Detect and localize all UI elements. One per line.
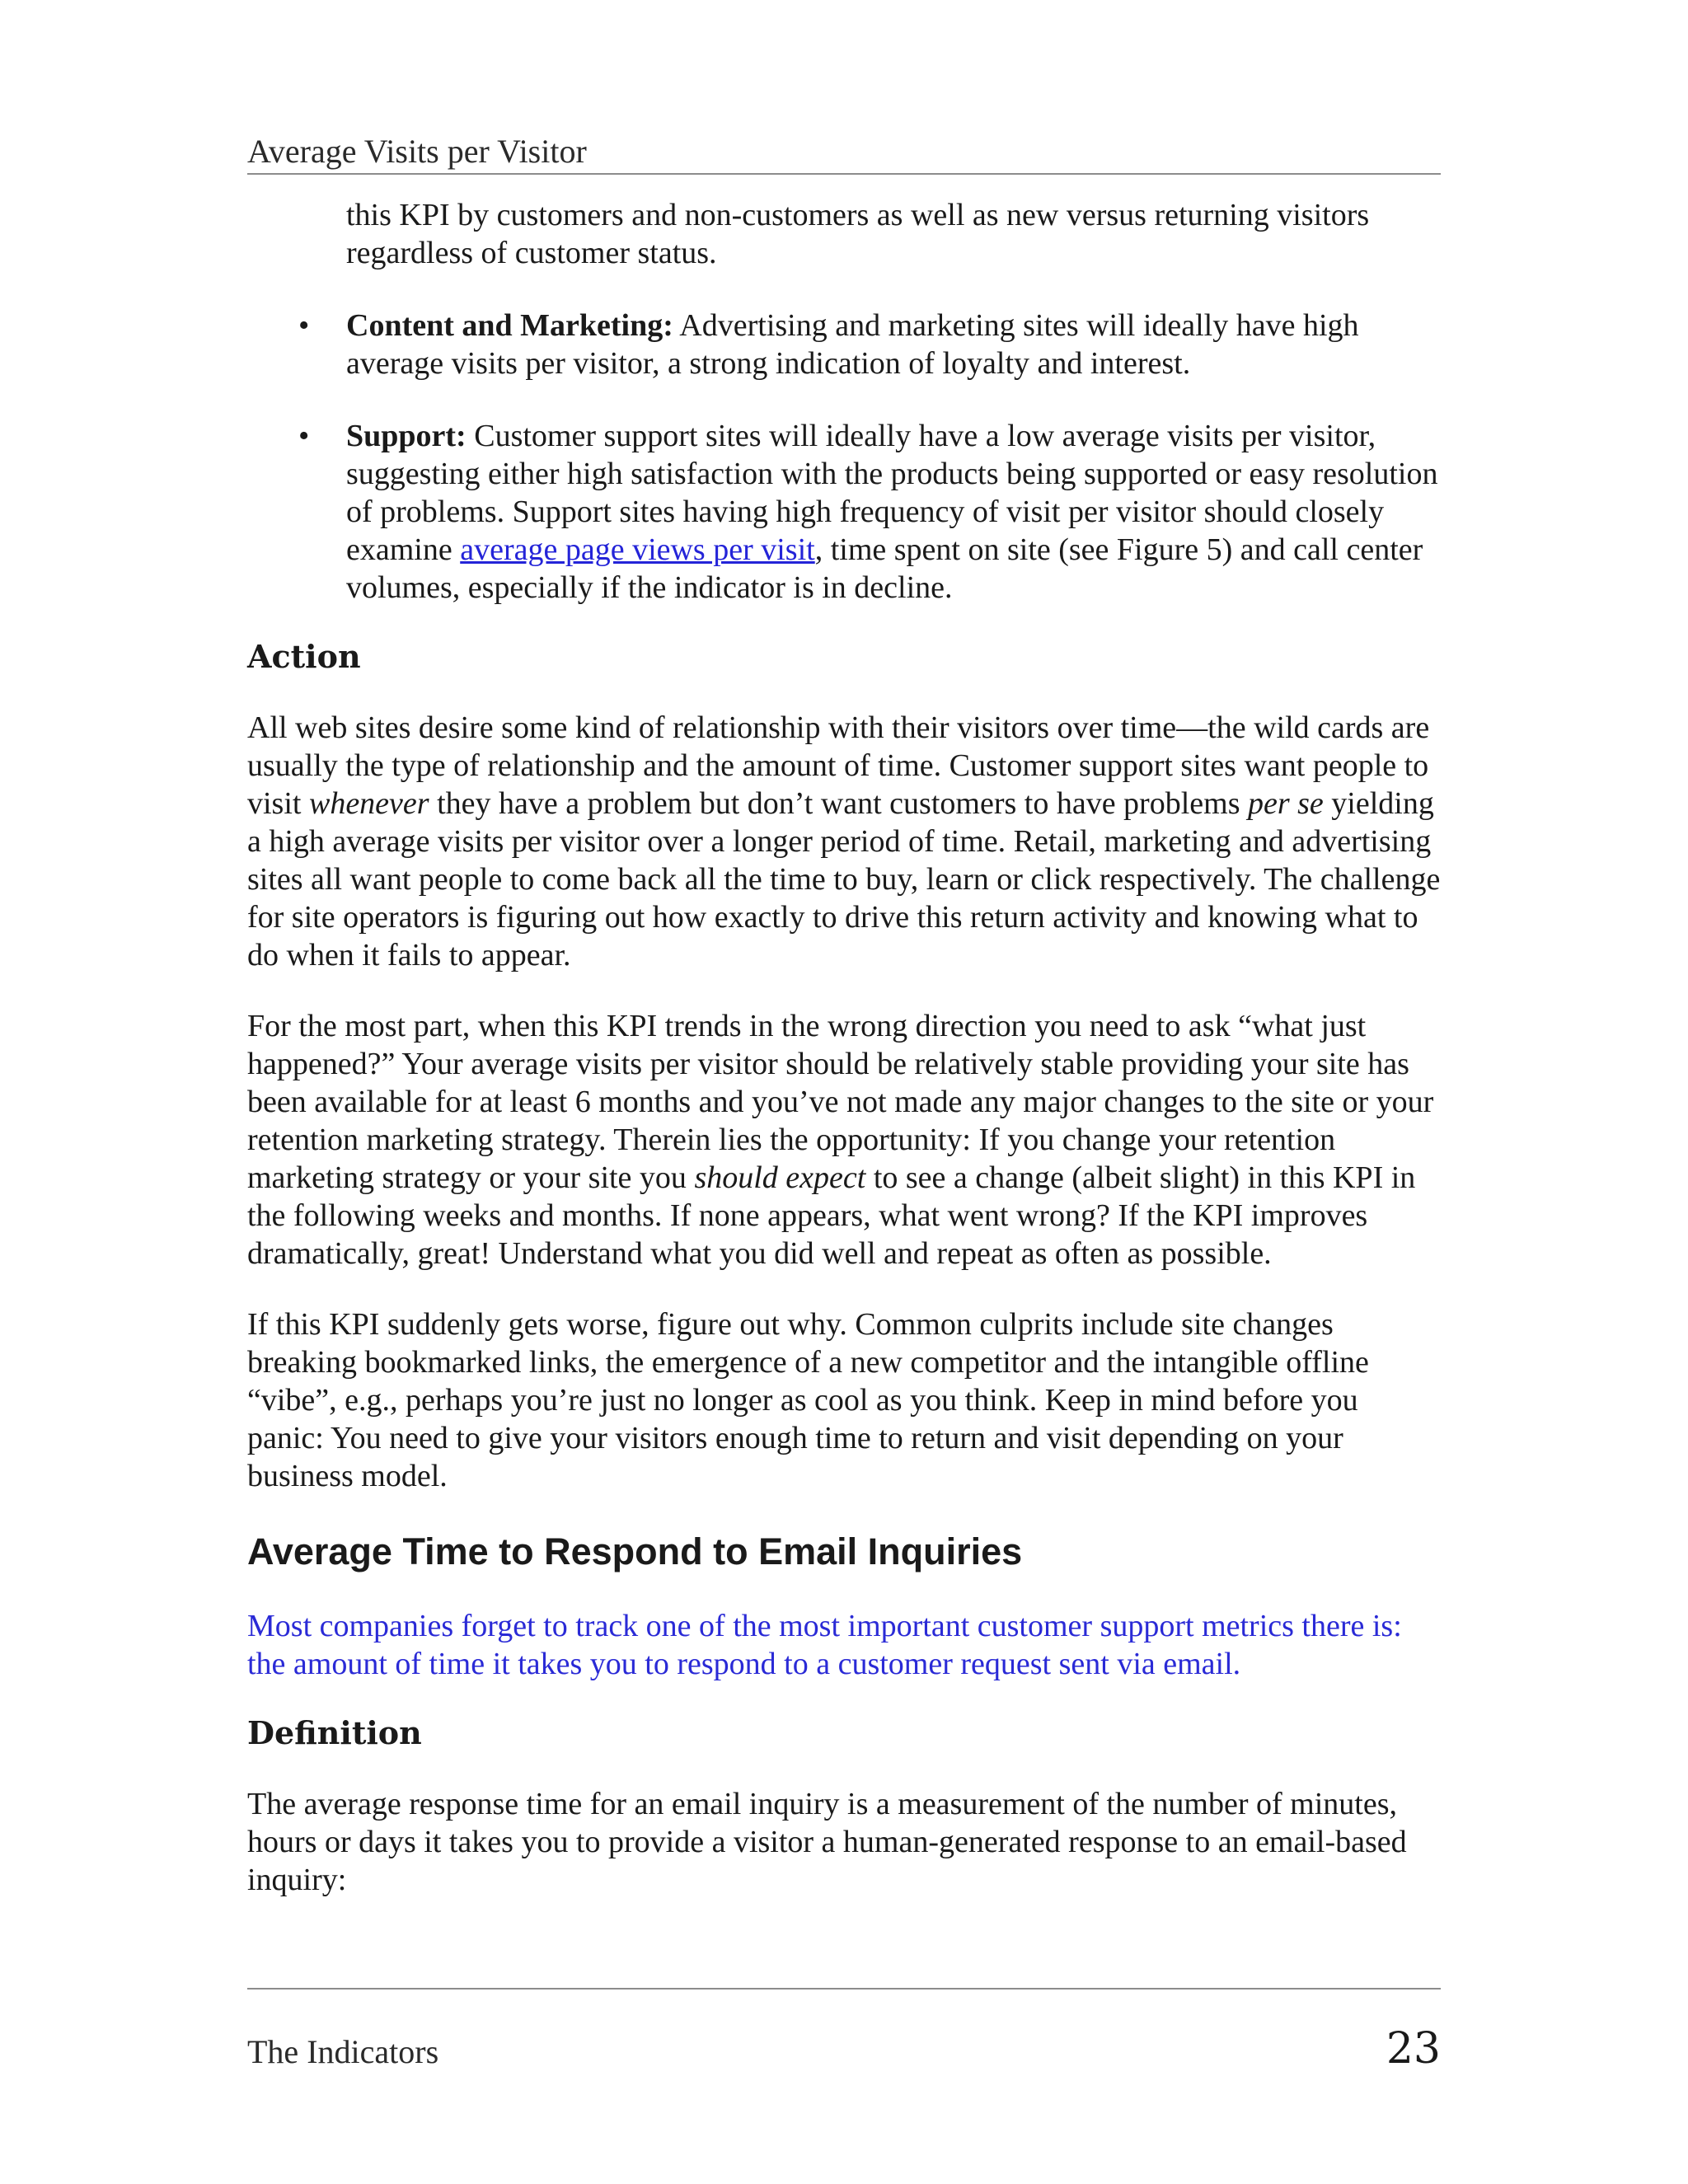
bullet-label: Support: [346, 419, 467, 453]
email-section-summary: Most companies forget to track one of the most important customer support metrics there is: the amount of time it takes you to respond to a customer request sent via email. [247, 1609, 1402, 1681]
section-heading-action: Action [247, 638, 361, 675]
emphasis-whenever: whenever [308, 786, 429, 821]
bullet-content-marketing [247, 307, 1441, 382]
section-heading-definition: Definition [247, 1714, 422, 1751]
bullet-paragraph [346, 307, 1441, 382]
footer-section-title: The Indicators [247, 2033, 439, 2070]
action-paragraph-1 [247, 709, 1441, 974]
text-run: yielding a high average visits per visitor over a longer period of time. Retail, marketing and advertising sites all want people to come back all the time to buy, learn or click respectively. The challenge for site operators is figuring out how exactly to drive this return activity and knowing what to do when it fails to appear. [247, 786, 1441, 972]
footer-rule [247, 1988, 1441, 1990]
page-number: 23 [1386, 2024, 1441, 2074]
page-content [247, 196, 1441, 1899]
running-header: Average Visits per Visitor [247, 133, 587, 170]
text-run: they have a problem but don’t want customers to have problems [429, 786, 1248, 821]
link-average-page-views-per-visit[interactable]: average page views per visit [460, 532, 815, 567]
emphasis-per-se: per se [1247, 786, 1324, 821]
bullet-text: Advertising and marketing sites will ideally have high average visits per visitor, a strong indication of loyalty and interest. [346, 308, 1359, 381]
action-paragraph-3: If this KPI suddenly gets worse, figure out why. Common culprits include site changes breaking bookmarked links, the emergence of a new competitor and the intangible offline “vibe”, e.g., perhaps you’re just no longer as cool as you think. Keep in mind before you panic: You need to give your visitors enough time to return and visit depending on your business model. [247, 1307, 1369, 1493]
text-run: to see a change (albeit slight) in this KPI in the following weeks and months. If none appears, what went wrong? If the KPI improves dramatically, great! Understand what you did well and repeat as often as possible. [247, 1160, 1416, 1271]
bullet-text-continued: , time spent on site (see Figure 5) and call center volumes, especially if the indicator is in decline. [346, 532, 1423, 605]
bullet-support [247, 417, 1441, 607]
bullet-dot-icon: • [298, 308, 310, 343]
section-heading-email-response: Average Time to Respond to Email Inquiries [247, 1530, 1023, 1572]
continued-paragraph: this KPI by customers and non-customers as well as new versus returning visitors regardless of customer status. [346, 198, 1370, 270]
header-rule [247, 173, 1441, 175]
emphasis-should-expect: should expect [694, 1160, 866, 1195]
bullet-paragraph [346, 417, 1441, 607]
document-page [247, 0, 1441, 2184]
text-run: For the most part, when this KPI trends in the wrong direction you need to ask “what just happened?” Your average visits per visitor should be relatively stable providing your site has been available for at least 6 months and you’ve not made any major changes to the site or your retention marketing strategy. Therein lies the opportunity: If you change your retention marketing strategy or your site you [247, 1009, 1434, 1195]
action-paragraph-2 [247, 1007, 1441, 1272]
bullet-dot-icon: • [298, 419, 310, 453]
bullet-label: Content and Marketing: [346, 308, 673, 343]
bullet-text: Customer support sites will ideally have a low average visits per visitor, suggesting either high satisfaction with the products being supported or easy resolution of problems. Support sites having high frequency of visit per visitor should closely examine [346, 419, 1438, 567]
text-run: All web sites desire some kind of relationship with their visitors over time—the wild cards are usually the type of relationship and the amount of time. Customer support sites want people to visit [247, 710, 1430, 821]
definition-paragraph: The average response time for an email inquiry is a measurement of the number of minutes, hours or days it takes you to provide a visitor a human-generated response to an email-based inquiry: [247, 1787, 1407, 1897]
